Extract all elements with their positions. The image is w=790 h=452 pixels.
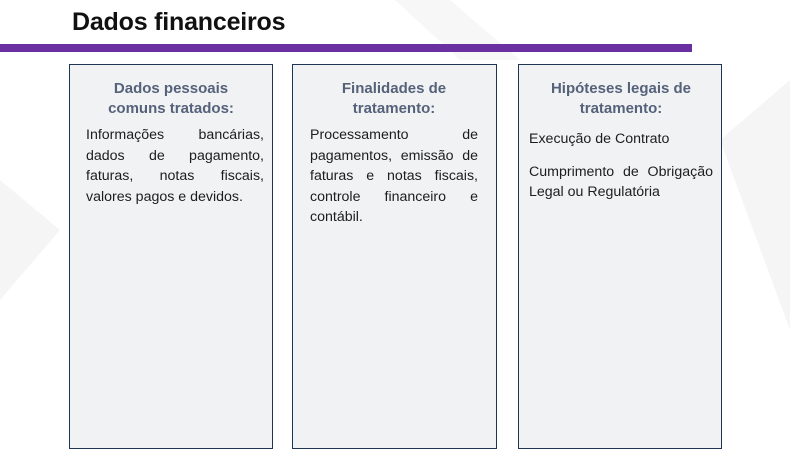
card-body (310, 125, 478, 228)
card-body (86, 125, 264, 207)
card-paragraph: Informações bancárias, dados de pagamento, faturas, notas fiscais, valores pagos e devidos. (86, 127, 264, 205)
page-title: Dados financeiros (72, 8, 286, 36)
card-heading: Dados pessoais comuns tratados: (108, 80, 234, 117)
card-heading: Finalidades de tratamento: (341, 80, 447, 117)
card-body (529, 129, 713, 203)
card-paragraph: Processamento de pagamentos, emissão de faturas e notas fiscais, controle financeiro e contábil. (310, 127, 478, 225)
card-processing-purposes (292, 64, 497, 449)
title-underline-bar (0, 44, 692, 52)
card-legal-bases (518, 64, 722, 449)
card-paragraph: Cumprimento de Obrigação Legal ou Regulatória (529, 163, 713, 200)
card-heading: Hipóteses legais de tratamento: (550, 80, 692, 117)
card-paragraph: Execução de Contrato (529, 131, 670, 147)
card-personal-data (69, 64, 273, 449)
